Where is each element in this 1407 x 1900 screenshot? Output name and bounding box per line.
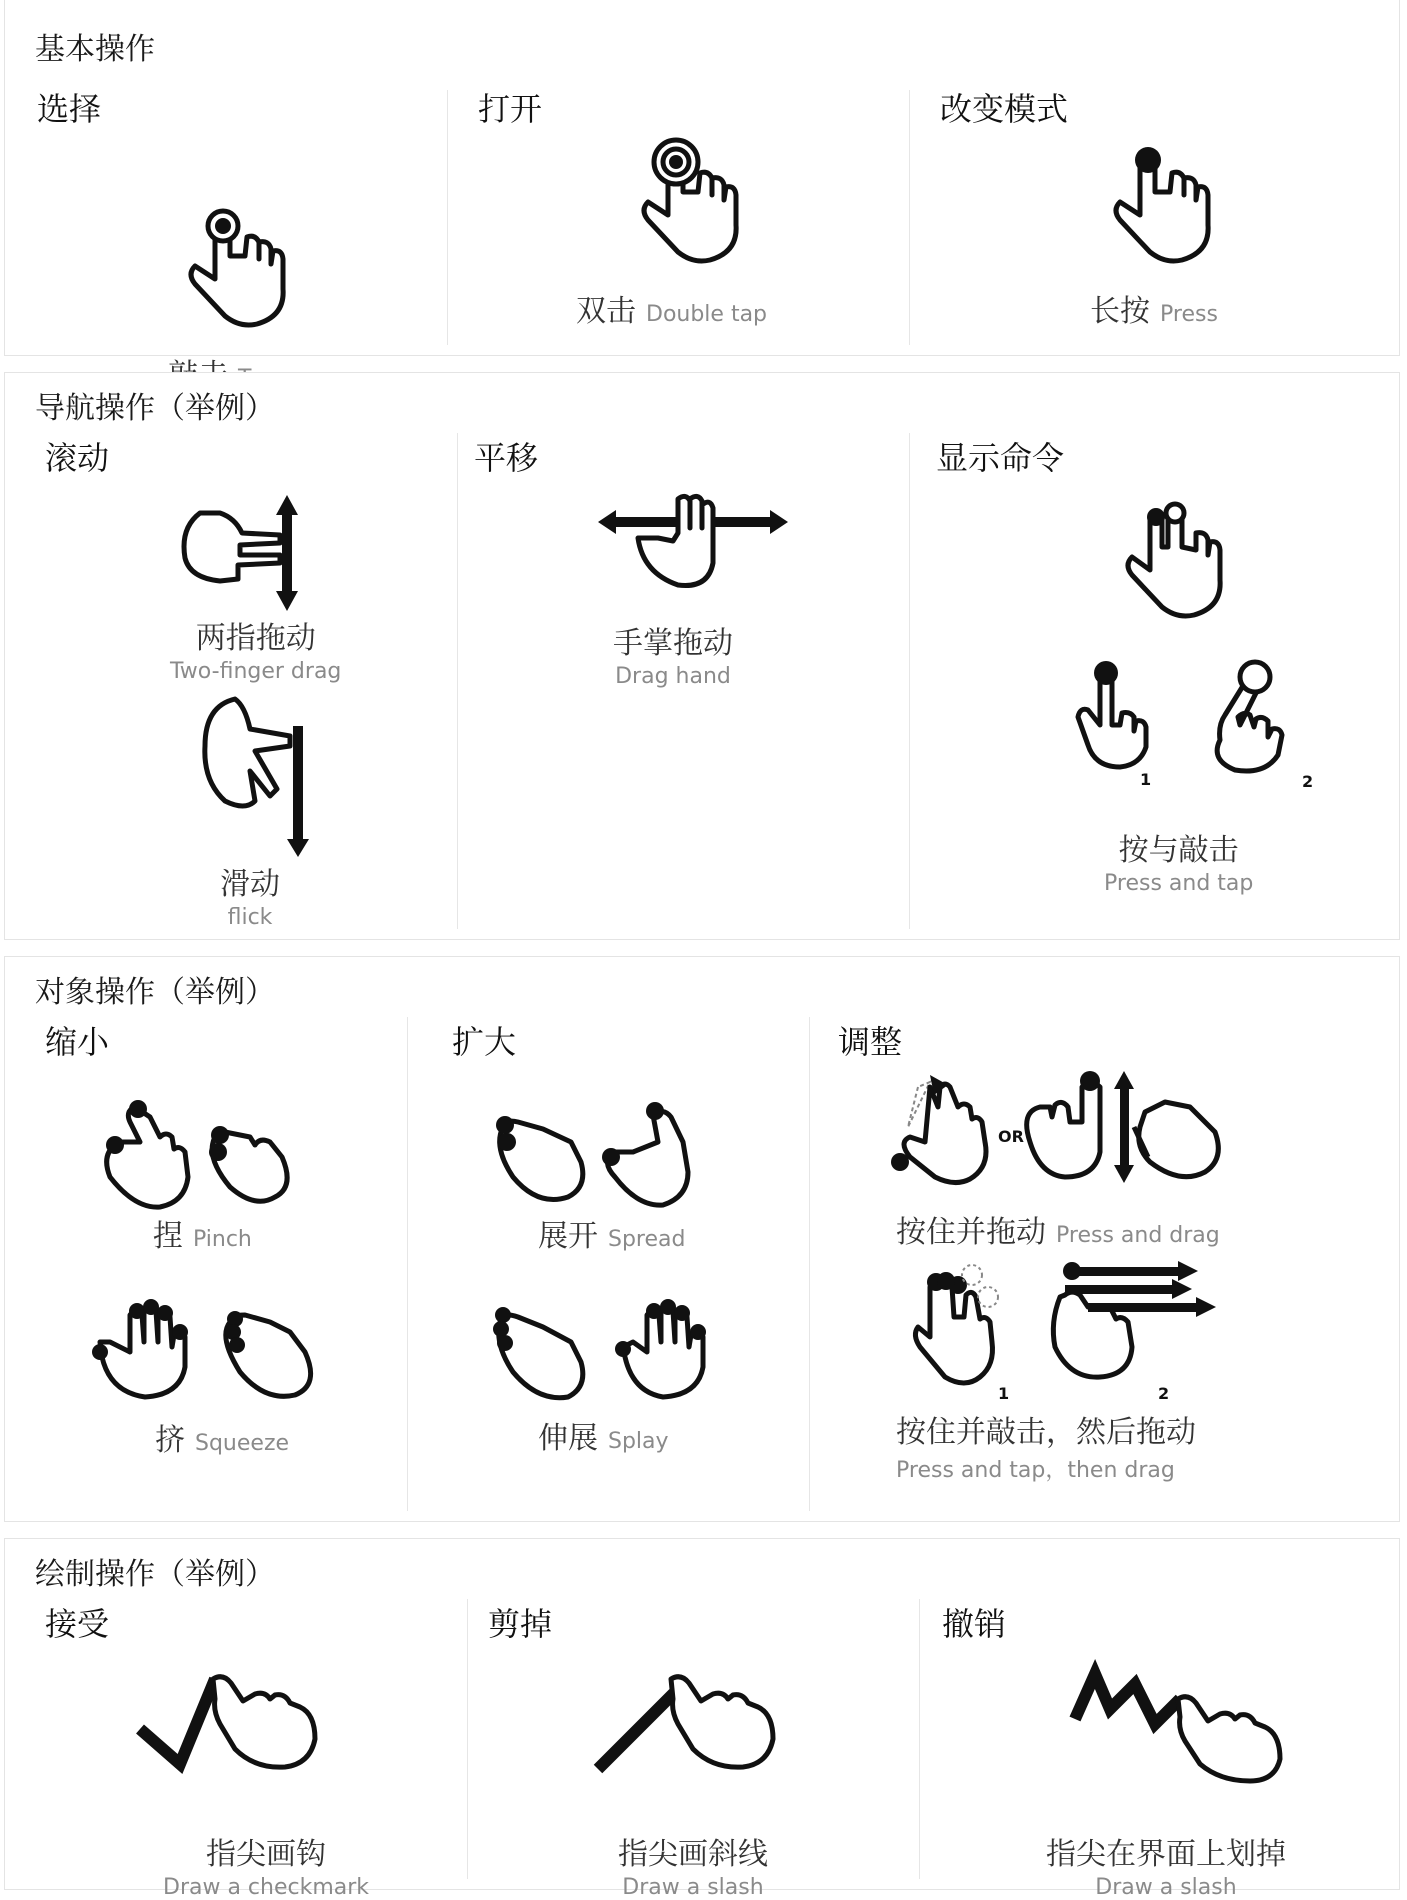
section-title: 绘制操作（举例） [35, 1557, 275, 1592]
card-select [5, 64, 445, 355]
press-and-tap-caption [1104, 825, 1253, 896]
two-finger-drag-icon [180, 493, 310, 608]
section-basic [4, 0, 1400, 356]
caption-zh: 手掌拖动 [613, 626, 733, 661]
caption-en: Press and tap，then drag [896, 1458, 1175, 1483]
card-title: 扩大 [452, 1023, 517, 1061]
press-and-drag-caption [896, 1207, 1220, 1251]
caption-en: Two-finger drag [170, 659, 342, 684]
caption-zh: 两指拖动 [195, 621, 316, 656]
step-number: 1 [1140, 770, 1152, 789]
caption-en: Squeeze [195, 1431, 290, 1456]
slash-gesture-icon [593, 1669, 793, 1779]
strikethrough-gesture-icon [1070, 1669, 1290, 1779]
caption-en: Press and drag [1056, 1223, 1220, 1248]
caption-zh: 挤 [155, 1423, 185, 1458]
card-title: 改变模式 [940, 90, 1069, 128]
flick-caption [220, 859, 280, 930]
step-number: 1 [998, 1384, 1010, 1403]
strikethrough-caption [1046, 1829, 1286, 1900]
checkmark-gesture-icon [135, 1669, 335, 1779]
double-tap-hand-icon [638, 140, 748, 265]
caption-zh: 伸展 [538, 1421, 598, 1456]
caption-zh: 按住并拖动 [896, 1215, 1046, 1250]
drag-hand-icon [598, 493, 788, 593]
section-title: 基本操作 [35, 32, 155, 67]
section-navigation [4, 372, 1400, 940]
caption-en: Draw a slash [1095, 1875, 1237, 1900]
card-shrink [5, 1017, 405, 1521]
caption-en: Splay [608, 1429, 669, 1454]
splay-caption [538, 1413, 669, 1457]
caption-en: Press [1160, 302, 1218, 327]
pinch-icon [100, 1097, 320, 1217]
card-mode [909, 90, 1399, 345]
caption-zh: 按与敲击 [1118, 833, 1239, 868]
card-title: 撤销 [942, 1605, 1007, 1643]
caption-en: flick [227, 905, 273, 930]
card-open [447, 90, 907, 345]
caption-zh: 滑动 [220, 867, 280, 902]
card-cut [467, 1599, 917, 1900]
card-adjust [809, 1017, 1399, 1511]
slash-caption [618, 1829, 768, 1900]
card-title: 缩小 [45, 1023, 110, 1061]
card-undo [919, 1599, 1399, 1900]
drag-hand-caption [613, 618, 733, 689]
spread-icon [493, 1097, 713, 1217]
caption-zh: 展开 [538, 1219, 598, 1254]
card-title: 显示命令 [936, 439, 1065, 477]
press-tap-drag-caption [896, 1407, 1196, 1484]
card-title: 滚动 [45, 439, 110, 477]
card-scroll [5, 433, 455, 939]
tap-hand-icon [185, 204, 295, 329]
press-hand-icon [1110, 140, 1220, 265]
card-title: 调整 [838, 1023, 903, 1061]
two-finger-caption [170, 613, 341, 684]
press-and-tap-icon [1050, 655, 1330, 791]
caption-en: Double tap [646, 302, 768, 327]
caption-en: Pinch [193, 1227, 252, 1252]
spread-caption [538, 1211, 685, 1255]
double-tap-caption [576, 286, 767, 330]
press-caption [1090, 286, 1218, 330]
card-title: 打开 [478, 90, 543, 128]
press-tap-drag-icon [910, 1267, 1250, 1407]
card-pan [457, 433, 907, 929]
card-title: 平移 [474, 439, 539, 477]
caption-zh: 按住并敲击，然后拖动 [896, 1415, 1196, 1450]
caption-en: Press and tap [1104, 871, 1254, 896]
caption-zh: 指尖画钩 [206, 1837, 327, 1872]
pinch-caption [153, 1211, 252, 1255]
card-command [909, 433, 1399, 929]
caption-zh: 长按 [1090, 294, 1150, 329]
caption-zh: 指尖在界面上划掉 [1046, 1837, 1286, 1872]
card-title: 剪掉 [488, 1605, 553, 1643]
card-accept [5, 1599, 465, 1900]
splay-icon [493, 1297, 723, 1407]
caption-en: Draw a slash [622, 1875, 764, 1900]
press-and-drag-icon [890, 1067, 1290, 1197]
or-label: OR [998, 1127, 1024, 1146]
section-title: 导航操作（举例） [35, 391, 275, 426]
caption-zh: 捏 [153, 1219, 183, 1254]
section-object [4, 956, 1400, 1522]
card-enlarge [407, 1017, 807, 1511]
checkmark-caption [163, 1829, 369, 1900]
caption-en: Draw a checkmark [163, 1875, 370, 1900]
show-command-hand-icon [1122, 495, 1232, 620]
caption-zh: 双击 [576, 294, 636, 329]
caption-en: Spread [608, 1227, 686, 1252]
caption-zh: 指尖画斜线 [618, 1837, 768, 1872]
step-number: 2 [1302, 772, 1314, 791]
card-title: 接受 [45, 1605, 110, 1643]
section-draw [4, 1538, 1400, 1900]
squeeze-icon [90, 1297, 330, 1407]
card-title: 选择 [37, 90, 102, 128]
section-title: 对象操作（举例） [35, 975, 275, 1010]
step-number: 2 [1158, 1384, 1170, 1403]
flick-icon [195, 691, 315, 861]
squeeze-caption [155, 1415, 289, 1459]
caption-en: Drag hand [615, 664, 731, 689]
